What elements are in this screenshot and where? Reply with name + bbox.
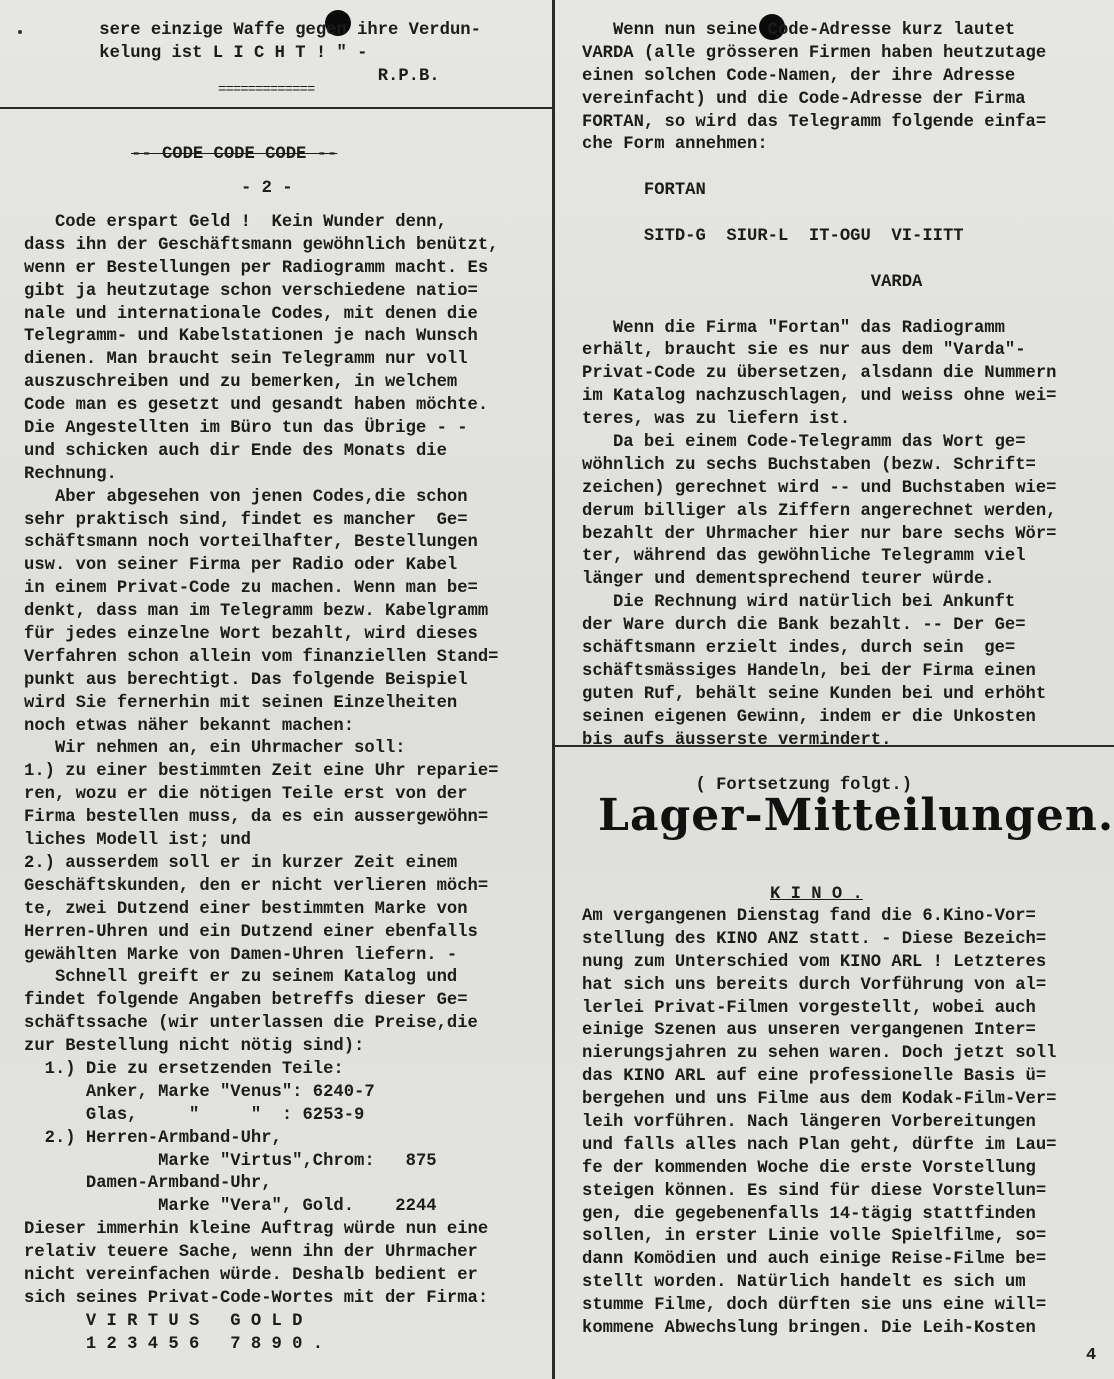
left-section-rule	[0, 107, 552, 109]
text-line: FORTAN, so wird das Telegramm folgende einfa=	[582, 112, 1047, 132]
text-line: fe der kommenden Woche die erste Vorstellung	[582, 1158, 1036, 1178]
text-line: kommene Abwechslung bringen. Die Leih-Kosten	[582, 1319, 1036, 1339]
text-line: liches Modell ist; und	[24, 831, 251, 851]
text-line: wenn er Bestellungen per Radiogramm macht. Es	[24, 258, 489, 278]
text-line: Rechnung.	[24, 464, 117, 484]
text-line	[582, 295, 1112, 318]
text-line: ( Fortsetzung folgt.)	[582, 776, 913, 796]
text-line: kelung ist L I C H T ! " -	[58, 43, 368, 63]
text-line	[582, 203, 1112, 226]
signature-underline: =============	[218, 82, 315, 98]
text-line: nicht vereinfachen würde. Deshalb bedient er	[24, 1265, 478, 1285]
text-line: relativ teuere Sache, wenn ihn der Uhrmacher	[24, 1243, 478, 1263]
text-line: guten Ruf, behält seine Kunden bei und erhöht	[582, 684, 1047, 704]
text-line: einige Szenen aus unseren vergangenen Inter=	[582, 1021, 1036, 1041]
text-line: denkt, dass man im Telegramm bezw. Kabelgramm	[24, 602, 489, 622]
text-line: derum billiger als Ziffern angerechnet werden,	[582, 501, 1057, 521]
text-line: gen, die gegebenenfalls 14-tägig stattfinden	[582, 1204, 1036, 1224]
text-line: nale und internationale Codes, mit denen die	[24, 304, 478, 324]
text-line: usw. von seiner Firma per Radio oder Kabel	[24, 556, 458, 576]
text-line: VARDA	[582, 272, 923, 292]
text-line: in einem Privat-Code zu machen. Wenn man be=	[24, 579, 478, 599]
text-line: dienen. Man braucht sein Telegramm nur voll	[24, 350, 468, 370]
text-line: steigen können. Es sind für diese Vorstellun=	[582, 1181, 1047, 1201]
text-line: Wenn die Firma "Fortan" das Radiogramm	[582, 318, 1005, 338]
text-line: 2.) Herren-Armband-Uhr,	[24, 1128, 282, 1148]
text-line: Marke "Virtus",Chrom: 875	[24, 1151, 437, 1171]
text-line: stellt worden. Natürlich handelt es sich um	[582, 1273, 1026, 1293]
text-line: Herren-Uhren und ein Dutzend einer ebenfalls	[24, 922, 478, 942]
text-line: vereinfacht) und die Code-Adresse der Firma	[582, 89, 1026, 109]
text-line: im Katalog nachzuschlagen, und weiss ohne wei=	[582, 387, 1057, 407]
text-line: und schicken auch dir Ende des Monats die	[24, 441, 447, 461]
text-line: das KINO ARL auf eine professionelle Basis ü=	[582, 1067, 1047, 1087]
left-top-fragment	[58, 20, 548, 89]
left-article-body	[24, 212, 549, 1357]
text-line: punkt aus berechtigt. Das folgende Beispiel	[24, 670, 468, 690]
text-line: noch etwas näher bekannt machen:	[24, 716, 355, 736]
text-line: findet folgende Angaben betreffs dieser Ge=	[24, 991, 468, 1011]
text-line: 2.) ausserdem soll er in kurzer Zeit einem	[24, 853, 458, 873]
text-line: stumme Filme, doch dürften sie uns eine will=	[582, 1296, 1047, 1316]
text-line: sich seines Privat-Code-Wortes mit der Firma:	[24, 1288, 489, 1308]
text-line: wird Sie fernerhin mit seinen Einzelheiten	[24, 693, 458, 713]
text-line: einen solchen Code-Namen, der ihre Adresse	[582, 66, 1016, 86]
text-line: Schnell greift er zu seinem Katalog und	[24, 968, 458, 988]
text-line: Damen-Armband-Uhr,	[24, 1174, 272, 1194]
text-line: te, zwei Dutzend einer bestimmten Marke von	[24, 899, 468, 919]
column-divider	[552, 0, 555, 1379]
text-line: wöhnlich zu sechs Buchstaben (bezw. Schrift=	[582, 455, 1036, 475]
text-line: stellung des KINO ANZ statt. - Diese Bezeich=	[582, 929, 1047, 949]
text-line: Die Rechnung wird natürlich bei Ankunft	[582, 593, 1016, 613]
text-line: Da bei einem Code-Telegramm das Wort ge=	[582, 433, 1026, 453]
text-line: seinen eigenen Gewinn, indem er die Unkosten	[582, 707, 1036, 727]
text-line: gibt ja heutzutage schon verschiedene natio=	[24, 281, 478, 301]
text-line: SITD-G SIUR-L IT-OGU VI-IITT	[582, 227, 964, 247]
text-line: erhält, braucht sie es nur aus dem "Varda"-	[582, 341, 1026, 361]
text-line: Verfahren schon allein vom finanziellen Stand=	[24, 647, 499, 667]
text-line: und falls alles nach Plan geht, dürfte im Lau=	[582, 1135, 1057, 1155]
text-line	[582, 157, 1112, 180]
text-line: Privat-Code zu übersetzen, alsdann die Nummern	[582, 364, 1057, 384]
text-line: bis aufs äusserste vermindert.	[582, 730, 892, 750]
text-line: Code man es gesetzt und gesandt haben möchte.	[24, 396, 489, 416]
text-line: R.P.B.	[58, 66, 440, 86]
kino-subheading: K I N O .	[770, 885, 863, 904]
article-title: -- CODE CODE CODE --	[131, 145, 338, 164]
text-line: Wir nehmen an, ein Uhrmacher soll:	[24, 739, 406, 759]
text-line: nung zum Unterschied vom KINO ARL ! Letzteres	[582, 952, 1047, 972]
text-line: Glas, " " : 6253-9	[24, 1105, 365, 1125]
text-line: länger und dementsprechend teurer würde.	[582, 570, 995, 590]
text-line: ter, während das gewöhnliche Telegramm viel	[582, 547, 1026, 567]
text-line: dann Komödien und auch einige Reise-Filme be=	[582, 1250, 1047, 1270]
text-line: bergehen und uns Filme aus dem Kodak-Film-Ver=	[582, 1090, 1057, 1110]
text-line: dass ihn der Geschäftsmann gewöhnlich benützt,	[24, 235, 499, 255]
text-line: Telegramm- und Kabelstationen je nach Wunsch	[24, 327, 478, 347]
text-line: der Ware durch die Bank bezahlt. -- Der Ge=	[582, 616, 1026, 636]
text-line: Dieser immerhin kleine Auftrag würde nun eine	[24, 1220, 489, 1240]
text-line: Anker, Marke "Venus": 6240-7	[24, 1082, 375, 1102]
text-line: auszuschreiben und zu bemerken, in welchem	[24, 373, 458, 393]
text-line: schäftsmann erzielt indes, durch sein ge=	[582, 639, 1016, 659]
text-line: Die Angestellten im Büro tun das Übrige - -	[24, 419, 468, 439]
text-line: teres, was zu liefern ist.	[582, 410, 851, 430]
text-line: ren, wozu er die nötigen Teile erst von der	[24, 785, 468, 805]
text-line: V I R T U S G O L D	[24, 1311, 303, 1331]
stray-dot	[18, 30, 22, 34]
text-line: 1 2 3 4 5 6 7 8 9 0 .	[24, 1334, 324, 1354]
text-line: che Form annehmen:	[582, 135, 768, 155]
lager-heading: Lager-Mitteilungen.	[598, 790, 1114, 841]
text-line: schäftsmässiges Handeln, bei der Firma einen	[582, 661, 1036, 681]
text-line: 1.) Die zu ersetzenden Teile:	[24, 1059, 344, 1079]
text-line: Aber abgesehen von jenen Codes,die schon	[24, 487, 468, 507]
text-line: Wenn nun seine Code-Adresse kurz lautet	[582, 21, 1016, 40]
text-line: hat sich uns bereits durch Vorführung von al=	[582, 975, 1047, 995]
text-line: FORTAN	[582, 181, 706, 201]
text-line: Am vergangenen Dienstag fand die 6.Kino-Vor=	[582, 907, 1036, 926]
page-number: 4	[1086, 1346, 1097, 1365]
lager-body	[582, 906, 1112, 1341]
text-line: zur Bestellung nicht nötig sind):	[24, 1037, 365, 1057]
text-line: nierungsjahren zu sehen waren. Doch jetzt soll	[582, 1044, 1057, 1064]
text-line: VARDA (alle grösseren Firmen haben heutzutage	[582, 43, 1047, 63]
text-line: Firma bestellen muss, da es ein aussergewöhn=	[24, 808, 489, 828]
right-article-body	[582, 20, 1112, 798]
text-line: Code erspart Geld ! Kein Wunder denn,	[24, 213, 447, 232]
article-part-number: - 2 -	[241, 179, 293, 198]
text-line: lerlei Privat-Filmen vorgestellt, wobei auch	[582, 998, 1036, 1018]
text-line	[582, 753, 1112, 776]
text-line: schäftssache (wir unterlassen die Preise,die	[24, 1014, 478, 1034]
text-line: sollen, in erster Linie volle Spielfilme, so=	[582, 1227, 1047, 1247]
text-line	[582, 249, 1112, 272]
text-line: Marke "Vera", Gold. 2244	[24, 1197, 437, 1217]
text-line: bezahlt der Uhrmacher hier nur bare sechs Wör=	[582, 524, 1057, 544]
text-line: Geschäftskunden, den er nicht verlieren möch=	[24, 876, 489, 896]
text-line: 1.) zu einer bestimmten Zeit eine Uhr reparie=	[24, 762, 499, 782]
text-line: schäftsmann noch vorteilhafter, Bestellungen	[24, 533, 478, 553]
text-line: sehr praktisch sind, findet es mancher Ge=	[24, 510, 468, 530]
text-line: für jedes einzelne Wort bezahlt, wird dieses	[24, 625, 478, 645]
text-line: leih vorführen. Nach längeren Vorbereitungen	[582, 1113, 1036, 1133]
text-line: sere einzige Waffe gegen ihre Verdun-	[58, 21, 481, 40]
text-line: gewählten Marke von Damen-Uhren liefern. -	[24, 945, 458, 965]
text-line: zeichen) gerechnet wird -- und Buchstaben wie=	[582, 478, 1057, 498]
